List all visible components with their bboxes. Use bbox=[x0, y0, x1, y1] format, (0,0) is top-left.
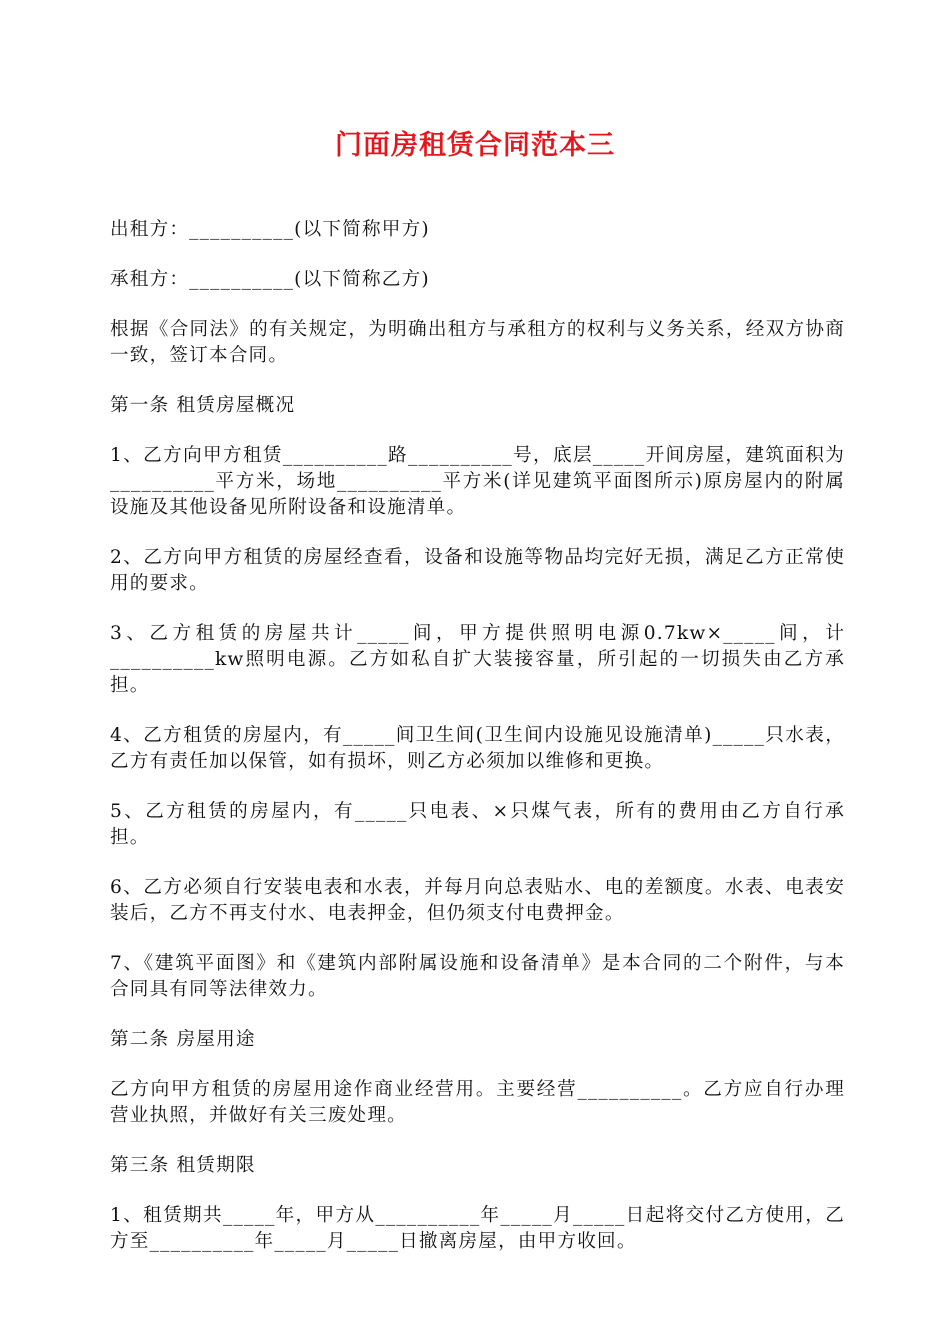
clause-1-6: 6、乙方必须自行安装电表和水表，并每月向总表贴水、电的差额度。水表、电表安装后，乙方不再支付水、电表押金，但仍须支付电费押金。 bbox=[110, 877, 845, 924]
preamble-paragraph: 根据《合同法》的有关规定，为明确出租方与承租方的权利与义务关系，经双方协商一致，签订本合同。 bbox=[110, 319, 845, 366]
clause-3-1: 1、租赁期共_____年，甲方从__________年_____月_____日起将交付乙方使用，乙方至__________年_____月_____日撤离房屋，由甲方收回。 bbox=[110, 1205, 845, 1252]
article-heading-3: 第三条 租赁期限 bbox=[110, 1155, 256, 1176]
clause-1-3: 3、乙方租赁的房屋共计_____间，甲方提供照明电源0.7kw×_____间，计__________kw照明电源。乙方如私自扩大装接容量，所引起的一切损失由乙方承担。 bbox=[110, 623, 845, 696]
article-heading-2: 第二条 房屋用途 bbox=[110, 1029, 256, 1050]
clause-1-5: 5、乙方租赁的房屋内，有_____只电表、×只煤气表，所有的费用由乙方自行承担。 bbox=[110, 801, 845, 848]
clause-2: 乙方向甲方租赁的房屋用途作商业经营用。主要经营__________。乙方应自行办理营业执照，并做好有关三废处理。 bbox=[110, 1079, 845, 1126]
article-heading-1: 第一条 租赁房屋概况 bbox=[110, 395, 296, 416]
lessor-line: 出租方：__________(以下简称甲方) bbox=[110, 219, 430, 240]
clause-1-2: 2、乙方向甲方租赁的房屋经查看，设备和设施等物品均完好无损，满足乙方正常使用的要求。 bbox=[110, 547, 845, 594]
document-title: 门面房租赁合同范本三 bbox=[335, 130, 615, 161]
lessee-line: 承租方：__________(以下简称乙方) bbox=[110, 269, 430, 290]
clause-1-7: 7、《建筑平面图》和《建筑内部附属设施和设备清单》是本合同的二个附件，与本合同具有同等法律效力。 bbox=[110, 953, 845, 1000]
clause-1-4: 4、乙方租赁的房屋内，有_____间卫生间(卫生间内设施见设施清单)_____只水表，乙方有责任加以保管，如有损坏，则乙方必须加以维修和更换。 bbox=[110, 725, 845, 772]
document-body bbox=[110, 217, 845, 1279]
clause-1-1: 1、乙方向甲方租赁__________路__________号，底层_____开间房屋，建筑面积为__________平方米，场地__________平方米(详见建筑平面图所示)原房屋内的附属设施及其他设备见所附设备和设施清单。 bbox=[110, 445, 845, 518]
